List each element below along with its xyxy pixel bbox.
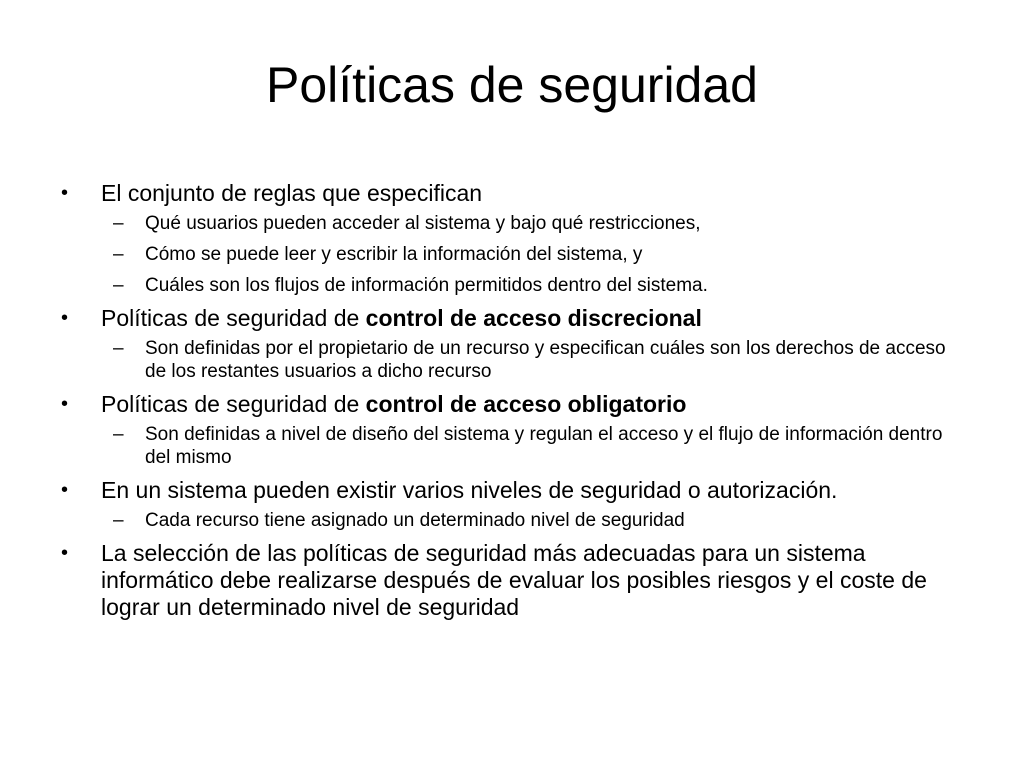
sub-item bbox=[58, 509, 958, 532]
sub-list bbox=[58, 212, 958, 297]
sub-text: Son definidas a nivel de diseño del sistema y regulan el acceso y el flujo de información dentro del mismo bbox=[145, 424, 943, 468]
sub-item bbox=[58, 274, 958, 297]
sub-text: Cuáles son los flujos de información permitidos dentro del sistema. bbox=[145, 275, 708, 296]
dash-icon: – bbox=[113, 338, 124, 359]
sub-list bbox=[58, 509, 958, 532]
bullet-icon: • bbox=[61, 542, 69, 564]
bullet-item bbox=[58, 477, 958, 504]
sub-text: Son definidas por el propietario de un recurso y especifican cuáles son los derechos de acceso de los restantes usuarios a dicho recurso bbox=[145, 338, 946, 382]
sub-text: Cómo se puede leer y escribir la información del sistema, y bbox=[145, 244, 643, 265]
bullet-item bbox=[58, 391, 958, 418]
bullet-item bbox=[58, 180, 958, 207]
bullet-text: La selección de las políticas de seguridad más adecuadas para un sistema informático debe realizarse después de evaluar los posibles riesgos y el coste de lograr un determinado nivel de seguridad bbox=[101, 540, 927, 620]
dash-icon: – bbox=[113, 275, 124, 296]
sub-item bbox=[58, 243, 958, 266]
bullet-text-bold: control de acceso obligatorio bbox=[365, 391, 687, 417]
bullet-text-pre: Políticas de seguridad de bbox=[101, 305, 366, 331]
dash-icon: – bbox=[113, 424, 124, 445]
bullet-text-pre: Políticas de seguridad de bbox=[101, 391, 366, 417]
bullet-text-bold: control de acceso discrecional bbox=[365, 305, 702, 331]
bullet-item bbox=[58, 540, 958, 621]
slide-title: Políticas de seguridad bbox=[266, 57, 758, 113]
sub-item bbox=[58, 212, 958, 235]
bullet-icon: • bbox=[61, 307, 69, 329]
bullet-text: En un sistema pueden existir varios niveles de seguridad o autorización. bbox=[101, 477, 838, 503]
sub-text: Qué usuarios pueden acceder al sistema y bajo qué restricciones, bbox=[145, 213, 701, 234]
bullet-icon: • bbox=[61, 182, 69, 204]
dash-icon: – bbox=[113, 244, 124, 265]
sub-list bbox=[58, 423, 958, 469]
sub-list bbox=[58, 337, 958, 383]
sub-item bbox=[58, 337, 958, 383]
dash-icon: – bbox=[113, 213, 124, 234]
bullet-text: El conjunto de reglas que especifican bbox=[101, 180, 483, 206]
dash-icon: – bbox=[113, 510, 124, 531]
bullet-icon: • bbox=[61, 479, 69, 501]
bullet-icon: • bbox=[61, 393, 69, 415]
bullet-item bbox=[58, 305, 958, 332]
sub-item bbox=[58, 423, 958, 469]
slide-content bbox=[58, 180, 958, 626]
sub-text: Cada recurso tiene asignado un determinado nivel de seguridad bbox=[145, 510, 685, 531]
